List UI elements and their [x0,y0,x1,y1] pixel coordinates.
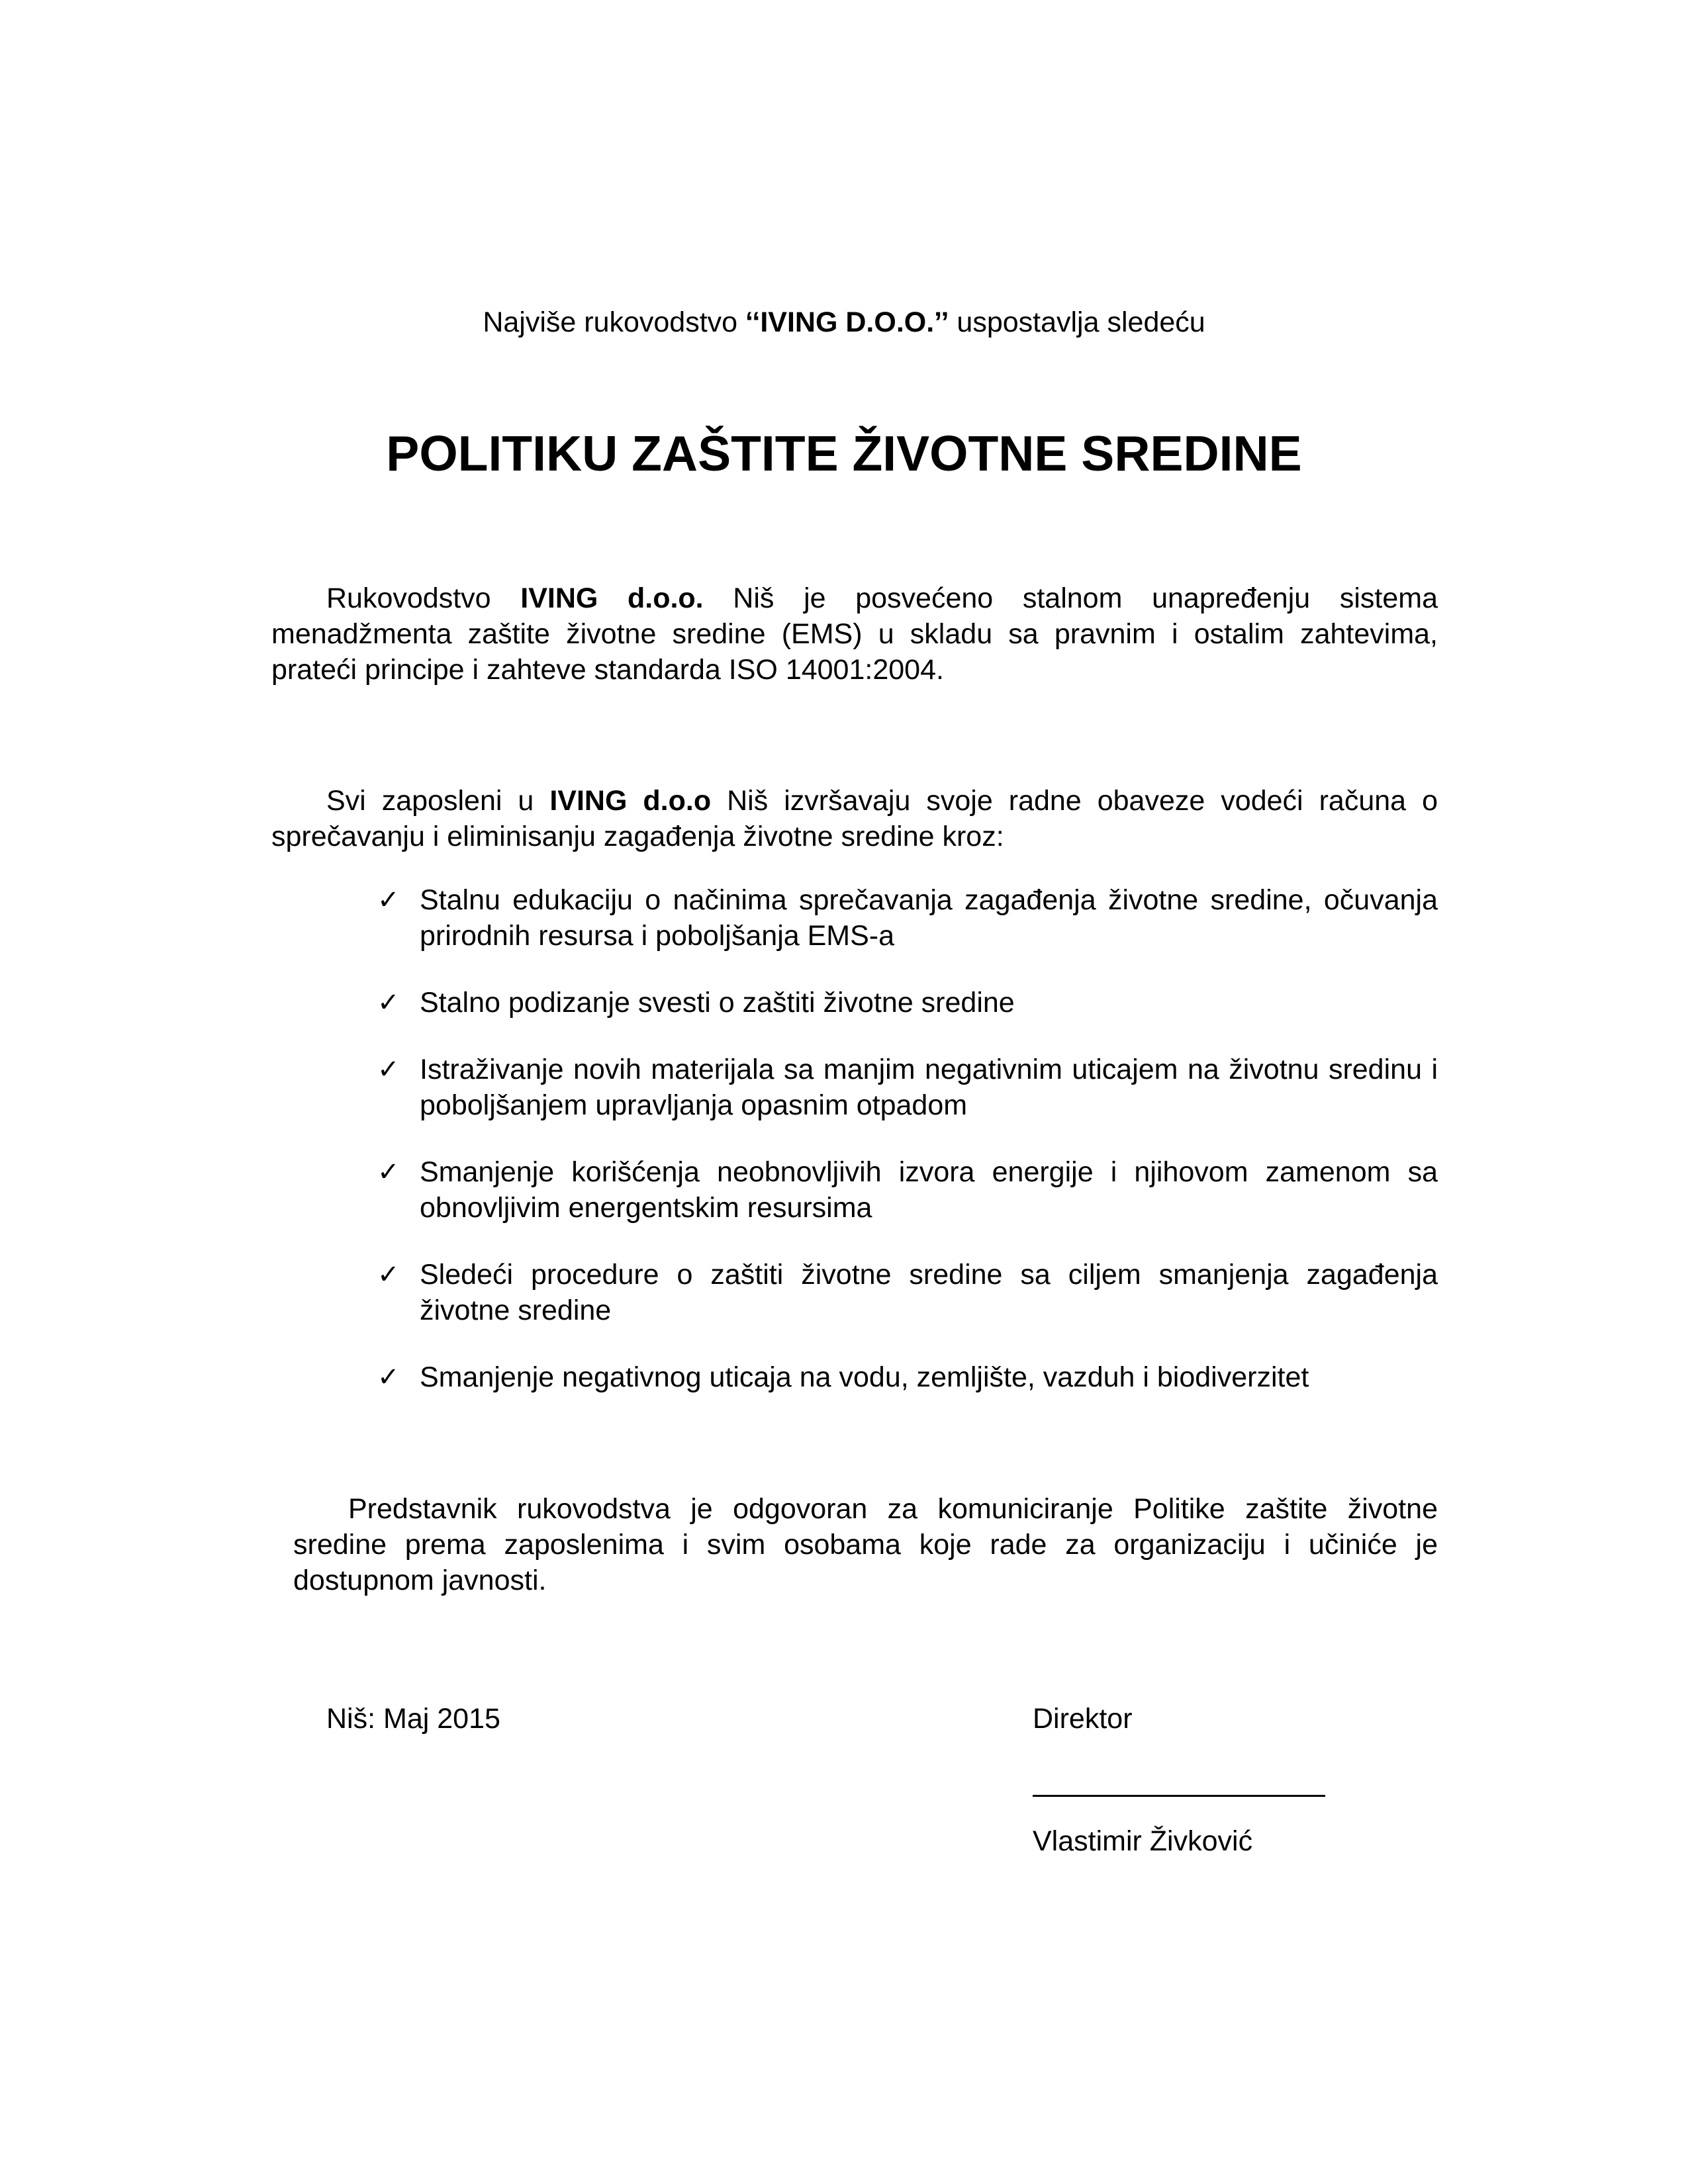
intro-company-name: ‘‘IVING D.O.O.’’ [745,306,949,338]
policy-bullet-list [371,882,1438,1426]
list-item-text: Stalno podizanje svesti o zaštiti životne sredine [420,987,1015,1019]
list-item-text: Smanjenje negativnog uticaja na vodu, zemljište, vazduh i biodiverzitet [420,1361,1309,1393]
paragraph-representative: Predstavnik rukovodstva je odgovoran za komuniciranje Politike zaštite životne sredine prema zaposlenima i svim osobama koje rade za organizaciju i učiniće je dostupnom javnosti. [293,1493,1438,1596]
paragraph-employees-after: Niš izvršavaju svoje radne obaveze vodeći računa o sprečavanju i eliminisanju zagađenja životne sredine kroz: [271,785,1438,852]
paragraph-employees-before: Svi zaposleni u [326,785,550,817]
signatory-name: Vlastimir Živković [1033,1825,1253,1857]
list-item [371,1154,1438,1226]
list-item [371,985,1438,1021]
paragraph-employees-company: IVING d.o.o [549,785,712,817]
list-item [371,1257,1438,1328]
intro-text-after: uspostavlja sledeću [949,306,1205,338]
list-item-text: Sledeći procedure o zaštiti životne sredine sa ciljem smanjenja zagađenja životne sredine [420,1259,1438,1326]
paragraph-commitment-after: Niš je posvećeno stalnom unapređenju sistema menadžmenta zaštite životne sredine (EMS) u skladu sa pravnim i ostalim zahtevima, prateći principe i zahteve standarda ISO 14001:2004. [271,582,1438,686]
list-item-text: Smanjenje korišćenja neobnovljivih izvora energije i njihovom zamenom sa obnovljivim energentskim resursima [420,1156,1438,1224]
list-item-text: Stalnu edukaciju o načinima sprečavanja zagađenja životne sredine, očuvanja prirodnih resursa i poboljšanja EMS-a [420,884,1438,952]
paragraph-commitment [271,580,1438,688]
check-icon: ✓ [377,1054,400,1085]
check-icon: ✓ [377,1259,400,1290]
document-title: POLITIKU ZAŠTITE ŽIVOTNE SREDINE [386,426,1302,481]
intro-text-before: Najviše rukovodstvo [483,306,746,338]
check-icon: ✓ [377,987,400,1018]
signature-line [1033,1795,1325,1797]
signatory-role: Direktor [1033,1703,1133,1735]
list-item [371,1359,1438,1395]
list-item [371,882,1438,954]
list-item-text: Istraživanje novih materijala sa manjim negativnim uticajem na životnu sredinu i poboljšanjem upravljanja opasnim otpadom [420,1054,1438,1121]
paragraph-commitment-company: IVING d.o.o. [520,582,704,614]
paragraph-commitment-before: Rukovodstvo [326,582,521,614]
check-icon: ✓ [377,1362,400,1392]
check-icon: ✓ [377,1157,400,1187]
intro-line [0,304,1688,340]
paragraph-employees [271,783,1438,854]
list-item [371,1052,1438,1123]
check-icon: ✓ [377,885,400,915]
place-date: Niš: Maj 2015 [326,1703,500,1735]
